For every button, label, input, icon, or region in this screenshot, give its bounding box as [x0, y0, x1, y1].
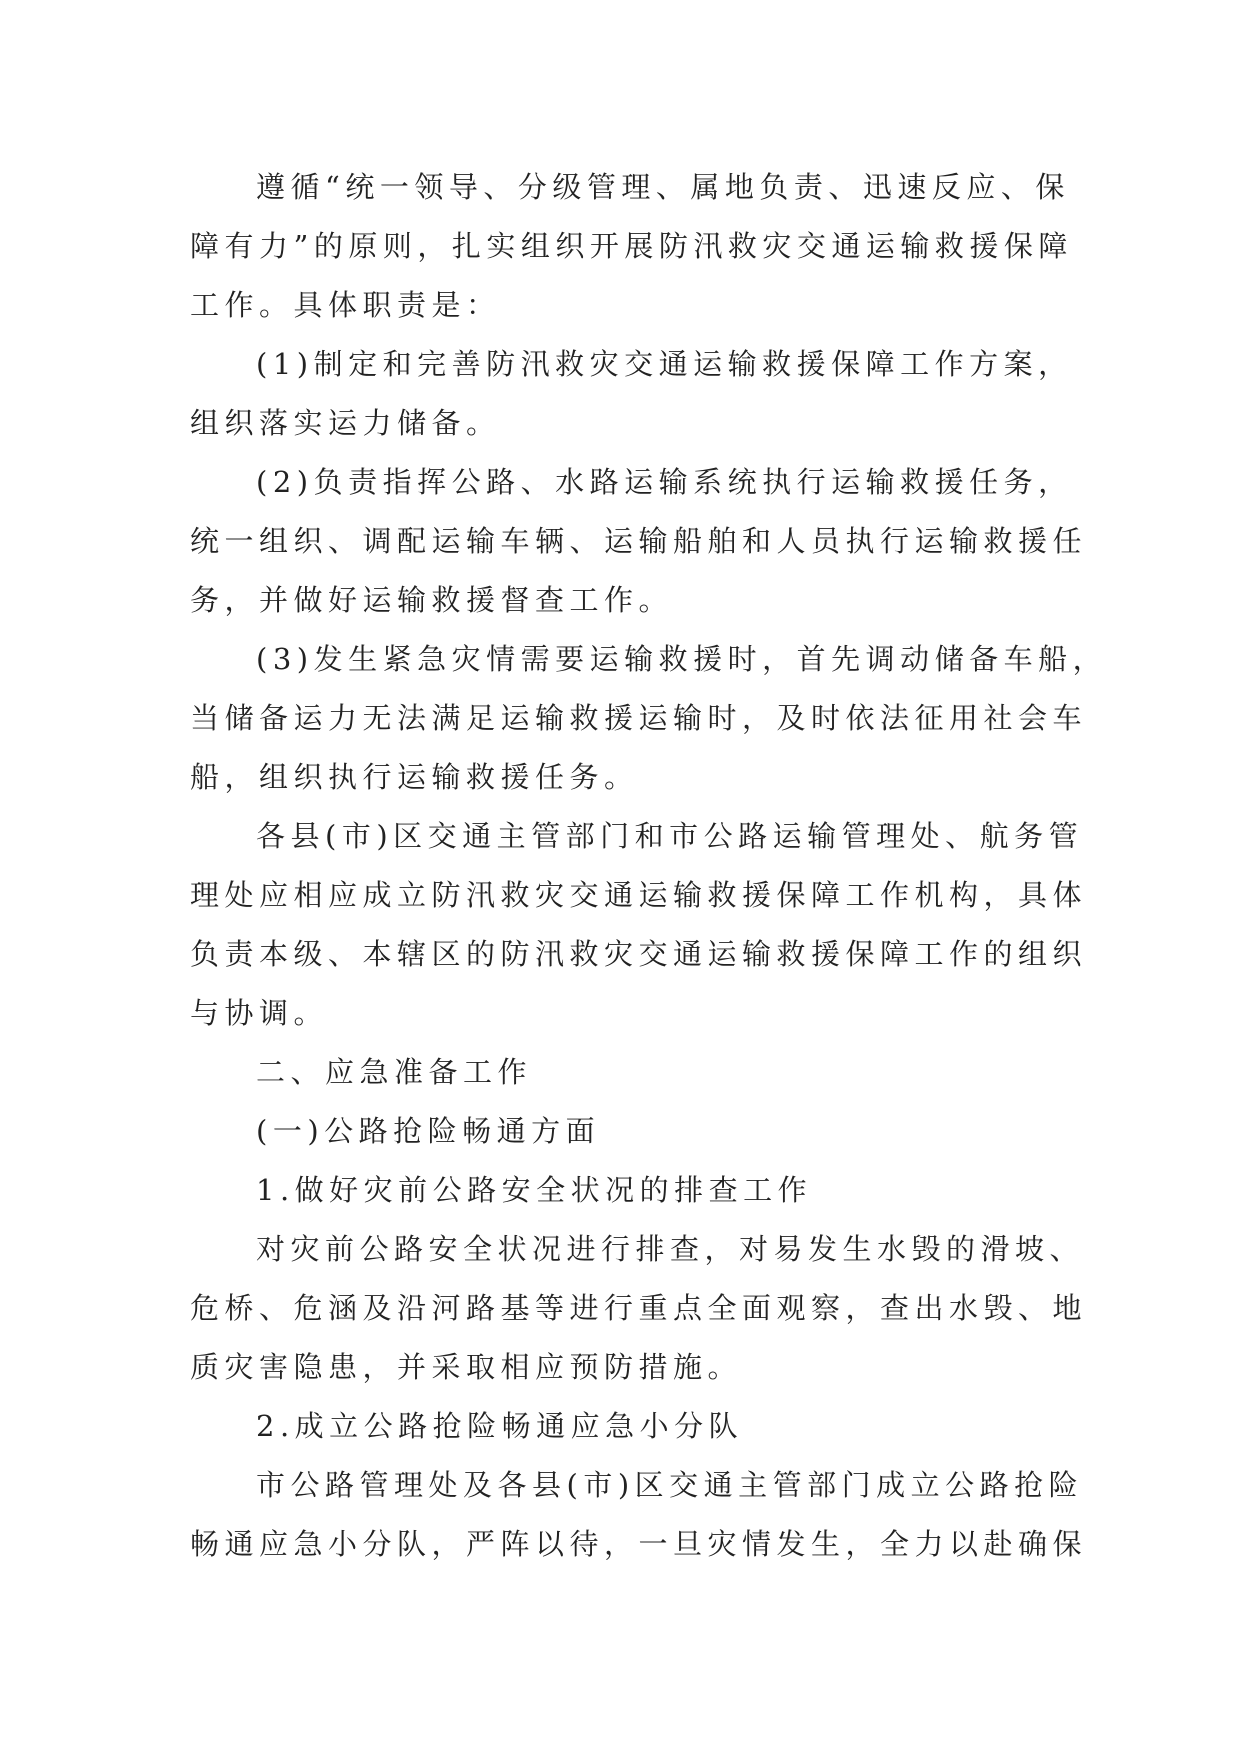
- paragraph-line: 障有力”的原则，扎实组织开展防汛救灾交通运输救援保障: [190, 229, 1073, 263]
- paragraph-line: 务，并做好运输救援督查工作。: [190, 583, 674, 617]
- item-heading: 1.做好灾前公路安全状况的排查工作: [256, 1173, 813, 1207]
- paragraph-line: (2)负责指挥公路、水路运输系统执行运输救援任务，: [256, 465, 1073, 499]
- paragraph-line: 对灾前公路安全状况进行排查，对易发生水毁的滑坡、: [256, 1232, 1085, 1266]
- paragraph-line: 组织落实运力储备。: [190, 406, 501, 440]
- paragraph-line: 危桥、危涵及沿河路基等进行重点全面观察，查出水毁、地: [190, 1291, 1088, 1325]
- paragraph-line: 理处应相应成立防汛救灾交通运输救援保障工作机构，具体: [190, 878, 1088, 912]
- paragraph-line: 工作。具体职责是：: [190, 288, 501, 322]
- paragraph-line: 统一组织、调配运输车辆、运输船舶和人员执行运输救援任: [190, 524, 1088, 558]
- paragraph-line: 各县(市)区交通主管部门和市公路运输管理处、航务管: [256, 819, 1084, 853]
- paragraph-line: 畅通应急小分队，严阵以待，一旦灾情发生，全力以赴确保: [190, 1527, 1088, 1561]
- paragraph-line: 负责本级、本辖区的防汛救灾交通运输救援保障工作的组织: [190, 937, 1088, 971]
- subsection-heading: (一)公路抢险畅通方面: [256, 1114, 601, 1148]
- paragraph-line: 当储备运力无法满足运输救援运输时，及时依法征用社会车: [190, 701, 1088, 735]
- paragraph-line: (3)发生紧急灾情需要运输救援时，首先调动储备车船，: [256, 642, 1108, 676]
- paragraph-line: (1)制定和完善防汛救灾交通运输救援保障工作方案，: [256, 347, 1073, 381]
- paragraph-line: 与协调。: [190, 996, 329, 1030]
- document-body: [190, 158, 1108, 1574]
- section-heading: 二、应急准备工作: [256, 1055, 533, 1089]
- paragraph-line: 质灾害隐患，并采取相应预防措施。: [190, 1350, 743, 1384]
- item-heading: 2.成立公路抢险畅通应急小分队: [256, 1409, 744, 1443]
- paragraph-line: 市公路管理处及各县(市)区交通主管部门成立公路抢险: [256, 1468, 1084, 1502]
- paragraph-line: 船，组织执行运输救援任务。: [190, 760, 639, 794]
- paragraph-line: 遵循“统一领导、分级管理、属地负责、迅速反应、保: [256, 170, 1070, 204]
